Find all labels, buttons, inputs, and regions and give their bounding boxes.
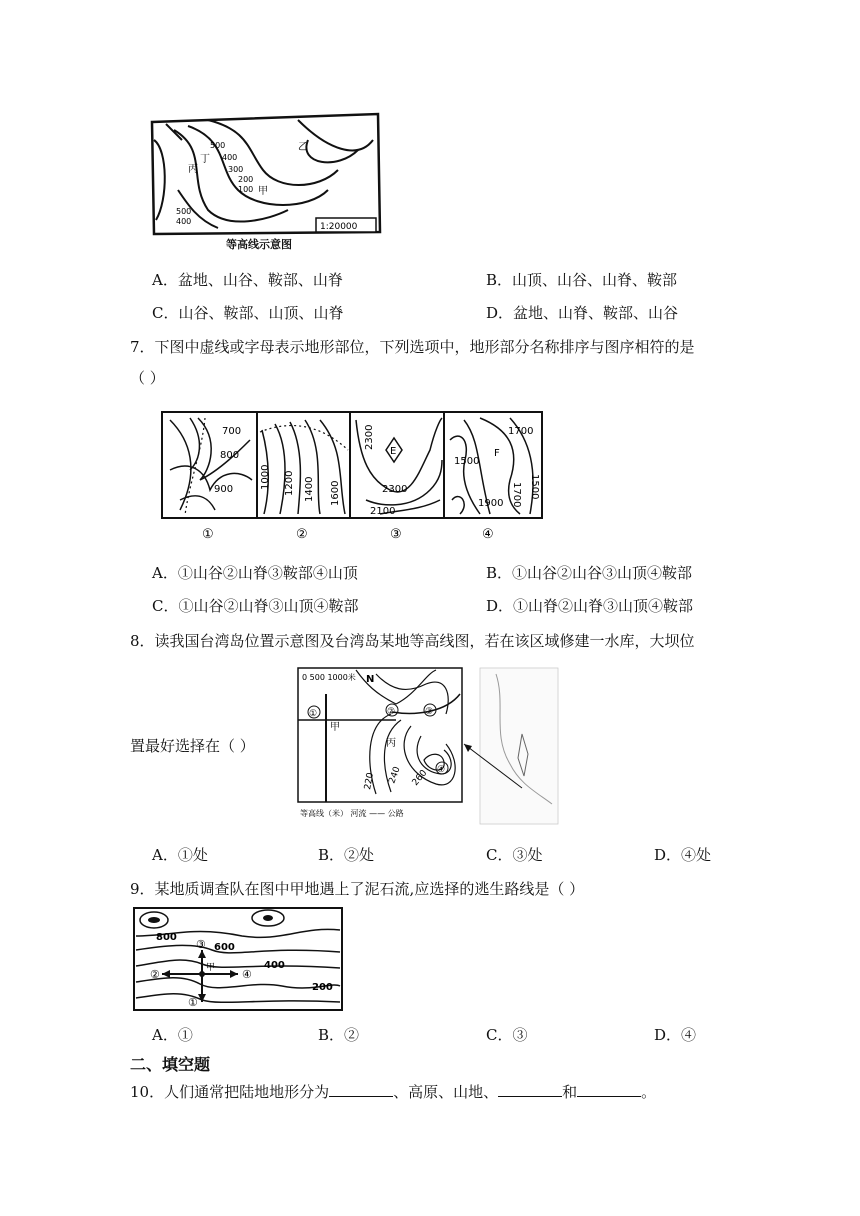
q7-panel-label-2: ② <box>296 527 308 542</box>
option-letter: B． <box>486 271 513 289</box>
option-letter: D． <box>654 846 682 864</box>
option-text: ①山谷②山脊③鞍部④山顶 <box>177 564 358 582</box>
option-text: ③处 <box>512 846 543 864</box>
q9-option-b[interactable] <box>318 1025 359 1045</box>
option-letter: B． <box>318 1026 345 1044</box>
option-letter: A． <box>152 271 178 289</box>
q7-panel-label-4: ④ <box>482 527 494 542</box>
question-text: 。 <box>641 1083 657 1101</box>
q8-option-d[interactable] <box>654 845 711 865</box>
question-text: 人们通常把陆地地形分为 <box>164 1083 330 1101</box>
q6-figure-caption: 等高线示意图 <box>226 238 292 251</box>
q7-p1-900: 900 <box>214 484 234 495</box>
q6-contour-400: 400 <box>222 153 238 162</box>
q7-p2-1200: 1200 <box>284 470 295 496</box>
q6-label-yi: 乙 <box>298 142 308 153</box>
option-letter: D． <box>654 1026 682 1044</box>
q9-marker-4: ④ <box>242 968 252 981</box>
q6-contour-figure <box>148 110 384 256</box>
option-text: ② <box>344 1026 360 1044</box>
q8-option-a[interactable] <box>152 845 208 865</box>
section-title-fill-in: 二、填空题 <box>130 1055 211 1074</box>
question-number: 8． <box>130 632 155 650</box>
q7-option-d[interactable] <box>486 596 693 616</box>
q9-option-d[interactable] <box>654 1025 696 1045</box>
q7-p4-1900: 1900 <box>478 498 504 509</box>
q7-p4-1500b: 1500 <box>529 474 540 500</box>
q7-option-a[interactable] <box>152 563 358 583</box>
q9-contour-200: 200 <box>312 982 333 993</box>
option-letter: C． <box>152 597 179 615</box>
q9-contour-600: 600 <box>214 942 235 953</box>
q6-contour-400b: 400 <box>176 217 192 226</box>
option-letter: C． <box>486 1026 513 1044</box>
question-text: 读我国台湾岛位置示意图及台湾岛某地等高线图，若在该区域修建一水库，大坝位 <box>154 632 695 650</box>
option-text: ①山谷②山脊③山顶④鞍部 <box>178 597 359 615</box>
q8-place-jia: 甲 <box>330 722 340 733</box>
option-letter: D． <box>486 304 514 322</box>
q6-label-bing: 丙 <box>188 164 198 175</box>
q9-option-c[interactable] <box>486 1025 528 1045</box>
q6-contour-100: 100 <box>238 185 254 194</box>
q6-contour-500b: 500 <box>176 207 192 216</box>
q6-label-jia: 甲 <box>258 186 268 197</box>
q7-stem-line2: （ ） <box>130 369 165 387</box>
q6-contour-200: 200 <box>238 175 254 184</box>
option-letter: A． <box>152 846 178 864</box>
q9-option-a[interactable] <box>152 1025 193 1045</box>
q8-legend: 等高线（米） 河流 —— 公路 <box>300 809 404 818</box>
q9-marker-1: ① <box>188 996 198 1009</box>
q7-p4-f: F <box>494 448 500 459</box>
q8-contour-220: 220 <box>363 771 376 791</box>
option-text: 山谷、鞍部、山顶、山脊 <box>178 304 344 322</box>
option-letter: B． <box>486 564 513 582</box>
option-text: ①处 <box>177 846 208 864</box>
option-text: 山顶、山谷、山脊、鞍部 <box>512 271 678 289</box>
q6-option-a[interactable] <box>152 270 343 290</box>
option-text: ①山谷②山谷③山顶④鞍部 <box>512 564 693 582</box>
option-letter: D． <box>486 597 514 615</box>
question-text: 某地质调查队在图中甲地遇上了泥石流,应选择的逃生路线是（ ） <box>154 880 585 898</box>
q9-marker-2: ② <box>150 968 160 981</box>
q8-marker-4: ④ <box>437 765 446 775</box>
option-text: ②处 <box>344 846 375 864</box>
q6-option-c[interactable] <box>152 303 344 323</box>
q7-p3-2300a: 2300 <box>364 424 375 450</box>
q6-option-d[interactable] <box>486 303 678 323</box>
option-letter: A． <box>152 564 178 582</box>
q9-contour-figure <box>132 906 344 1012</box>
option-text: ④处 <box>681 846 712 864</box>
answer-blank-3[interactable] <box>577 1082 641 1097</box>
option-letter: C． <box>152 304 179 322</box>
q7-contour-figure <box>160 410 544 542</box>
answer-blank-2[interactable] <box>498 1082 562 1097</box>
option-text: ④ <box>681 1026 697 1044</box>
q6-label-ding: 丁 <box>200 154 210 165</box>
q9-stem <box>130 879 584 899</box>
question-text: 下图中虚线或字母表示地形部位，下列选项中，地形部分名称排序与图序相符的是 <box>154 338 695 356</box>
q8-stem-line2: 置最好选择在（ ） <box>130 737 255 755</box>
answer-blank-1[interactable] <box>329 1082 393 1097</box>
q6-contour-300: 300 <box>228 165 244 174</box>
q9-contour-800: 800 <box>156 932 177 943</box>
q6-scale-label: 1:20000 <box>320 222 358 232</box>
q7-p2-1000: 1000 <box>260 464 271 490</box>
q7-option-c[interactable] <box>152 596 359 616</box>
question-number: 7． <box>130 338 155 356</box>
option-text: 盆地、山脊、鞍部、山谷 <box>513 304 679 322</box>
q7-p3-2100: 2100 <box>370 506 396 517</box>
q8-option-c[interactable] <box>486 845 543 865</box>
q8-scale: 0 500 1000米 <box>302 673 356 682</box>
option-letter: C． <box>486 846 513 864</box>
option-letter: A． <box>152 1026 178 1044</box>
q9-marker-3: ③ <box>196 938 206 951</box>
q8-contour-figure <box>296 664 560 826</box>
q7-p4-1700a: 1700 <box>508 426 534 437</box>
q7-p3-e: E <box>390 446 397 457</box>
q7-p2-1400: 1400 <box>304 476 315 502</box>
q8-contour-240: 240 <box>387 765 403 786</box>
option-text: ③ <box>512 1026 528 1044</box>
q7-p4-1500a: 1500 <box>454 456 480 467</box>
option-text: 盆地、山谷、鞍部、山脊 <box>177 271 343 289</box>
q6-option-b[interactable] <box>486 270 677 290</box>
q7-p2-1600: 1600 <box>330 480 341 506</box>
q8-place-bing: 丙 <box>386 738 396 749</box>
q8-north-arrow: N <box>366 674 375 685</box>
option-text: ①山脊②山脊③山顶④鞍部 <box>513 597 694 615</box>
q6-contour-500: 500 <box>210 141 226 150</box>
q7-p1-700: 700 <box>222 426 242 437</box>
q7-p1-800: 800 <box>220 450 240 461</box>
option-letter: B． <box>318 846 345 864</box>
q8-marker-1: ① <box>309 709 318 719</box>
q8-option-b[interactable] <box>318 845 374 865</box>
q9-place-jia: 甲 <box>206 963 216 973</box>
q7-option-b[interactable] <box>486 563 692 583</box>
q7-panel-label-1: ① <box>202 527 214 542</box>
question-number: 9． <box>130 880 155 898</box>
question-text: 和 <box>562 1083 578 1101</box>
q7-panel-label-3: ③ <box>390 527 402 542</box>
q8-marker-3: ③ <box>425 707 434 717</box>
q10-stem <box>130 1082 656 1102</box>
q8-marker-2: ② <box>387 707 396 717</box>
q9-contour-400: 400 <box>264 960 285 971</box>
option-text: ① <box>177 1026 193 1044</box>
q8-stem-line1 <box>130 631 695 651</box>
q7-p3-2300b: 2300 <box>382 484 408 495</box>
question-number: 10． <box>130 1083 165 1101</box>
q7-p4-1700b: 1700 <box>511 482 522 508</box>
q8-contour-260: 260 <box>410 768 430 788</box>
q7-stem-line1 <box>130 337 695 357</box>
question-text: 、高原、山地、 <box>393 1083 499 1101</box>
